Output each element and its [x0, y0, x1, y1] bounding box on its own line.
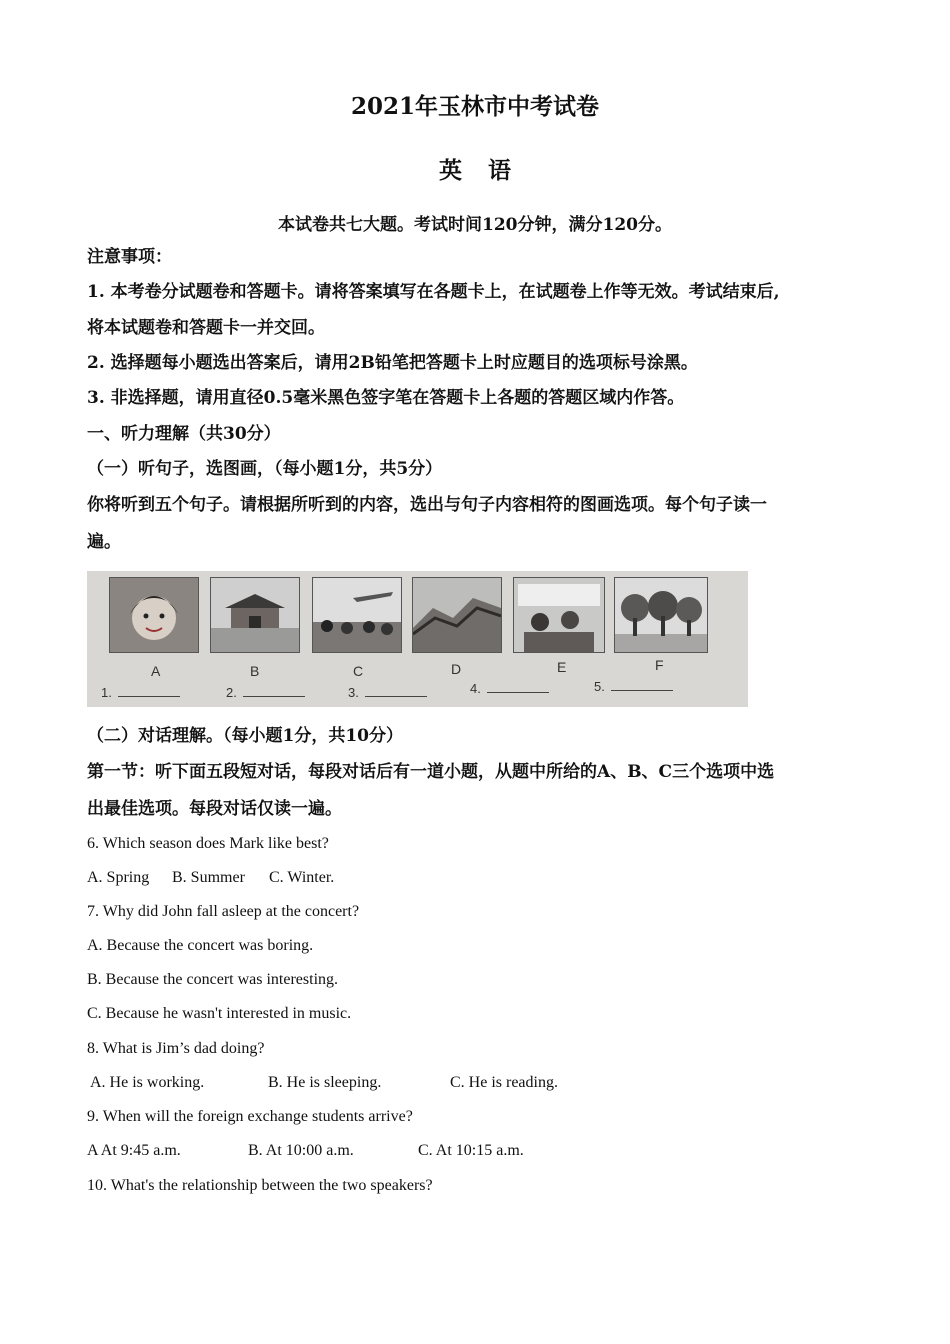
picture-label-e: E: [557, 659, 567, 675]
part1-instruction: 你将听到五个句子。请根据所听到的内容，选出与句子内容相符的图画选项。每个句子读一: [87, 495, 767, 515]
picture-options-image: [87, 571, 748, 707]
part2-heading: （二）对话理解。（每小题1分，共10分）: [87, 726, 403, 746]
question-7-option-a: A. Because the concert was boring.: [87, 937, 314, 954]
option-c: C. At 10:15 a.m.: [418, 1142, 524, 1159]
question-10: 10. What's the relationship between the two speakers?: [87, 1177, 433, 1194]
question-8: 8. What is Jim’s dad doing?: [87, 1040, 265, 1057]
section1-heading: 一、听力理解（共30分）: [87, 424, 281, 444]
answer-blank-4: 4.: [470, 681, 549, 696]
answer-blank-1: 1.: [101, 685, 180, 700]
part1-heading: （一）听句子，选图画，（每小题1分，共5分）: [87, 459, 443, 479]
question-9-options: [87, 1140, 867, 1162]
picture-c-airport: [312, 577, 402, 653]
answer-blank-5: 5.: [594, 679, 673, 694]
option-a: A At 9:45 a.m.: [87, 1142, 181, 1159]
option-b: B. He is sleeping.: [268, 1074, 382, 1091]
option-b: B. At 10:00 a.m.: [248, 1142, 354, 1159]
picture-d-great-wall: [412, 577, 502, 653]
part2-instruction: 第一节：听下面五段短对话，每段对话后有一道小题，从题中所给的A、B、C三个选项中选: [87, 762, 775, 782]
note-item-3: 3. 非选择题，请用直径0.5毫米黑色签字笔在答题卡上各题的答题区域内作答。: [87, 388, 685, 408]
question-6-options: [87, 867, 867, 889]
picture-label-d: D: [451, 661, 462, 677]
question-8-options: [87, 1072, 867, 1094]
option-a: A. Spring: [87, 869, 150, 886]
exam-title: 2021年玉林市中考试卷: [350, 93, 599, 120]
part2-instruction-cont: 出最佳选项。每段对话仅读一遍。: [87, 799, 342, 819]
picture-b-tiananmen: [210, 577, 300, 653]
answer-blank-2: 2.: [226, 685, 305, 700]
picture-label-a: A: [151, 663, 161, 679]
picture-a-girl: [109, 577, 199, 653]
note-item-1: 1. 本考卷分试题卷和答题卡。请将答案填写在各题卡上，在试题卷上作等无效。考试结束后,: [87, 282, 780, 302]
picture-label-f: F: [655, 657, 664, 673]
subject-title: 英语: [439, 157, 537, 184]
question-7: 7. Why did John fall asleep at the concert?: [87, 903, 360, 920]
option-b: B. Summer: [172, 869, 245, 886]
answer-blank-3: 3.: [348, 685, 427, 700]
note-item-2: 2. 选择题每小题选出答案后，请用2B铅笔把答题卡上时应题目的选项标号涂黑。: [87, 353, 698, 373]
option-c: C. Winter.: [269, 869, 335, 886]
option-a: A. He is working.: [90, 1074, 205, 1091]
option-c: C. He is reading.: [450, 1074, 558, 1091]
question-6: 6. Which season does Mark like best?: [87, 835, 329, 852]
note-item-1-cont: 将本试题卷和答题卡一并交回。: [87, 318, 325, 338]
question-9: 9. When will the foreign exchange students arrive?: [87, 1108, 413, 1125]
picture-e-classroom: [513, 577, 605, 653]
question-7-option-b: B. Because the concert was interesting.: [87, 971, 339, 988]
part1-instruction-cont: 遍。: [87, 532, 121, 552]
picture-label-b: B: [250, 663, 260, 679]
picture-label-c: C: [353, 663, 364, 679]
picture-f-trees: [614, 577, 708, 653]
notes-heading: 注意事项：: [87, 247, 172, 267]
question-7-option-c: C. Because he wasn't interested in music.: [87, 1005, 352, 1022]
exam-info: 本试卷共七大题。考试时间120分钟，满分120分。: [278, 215, 672, 235]
